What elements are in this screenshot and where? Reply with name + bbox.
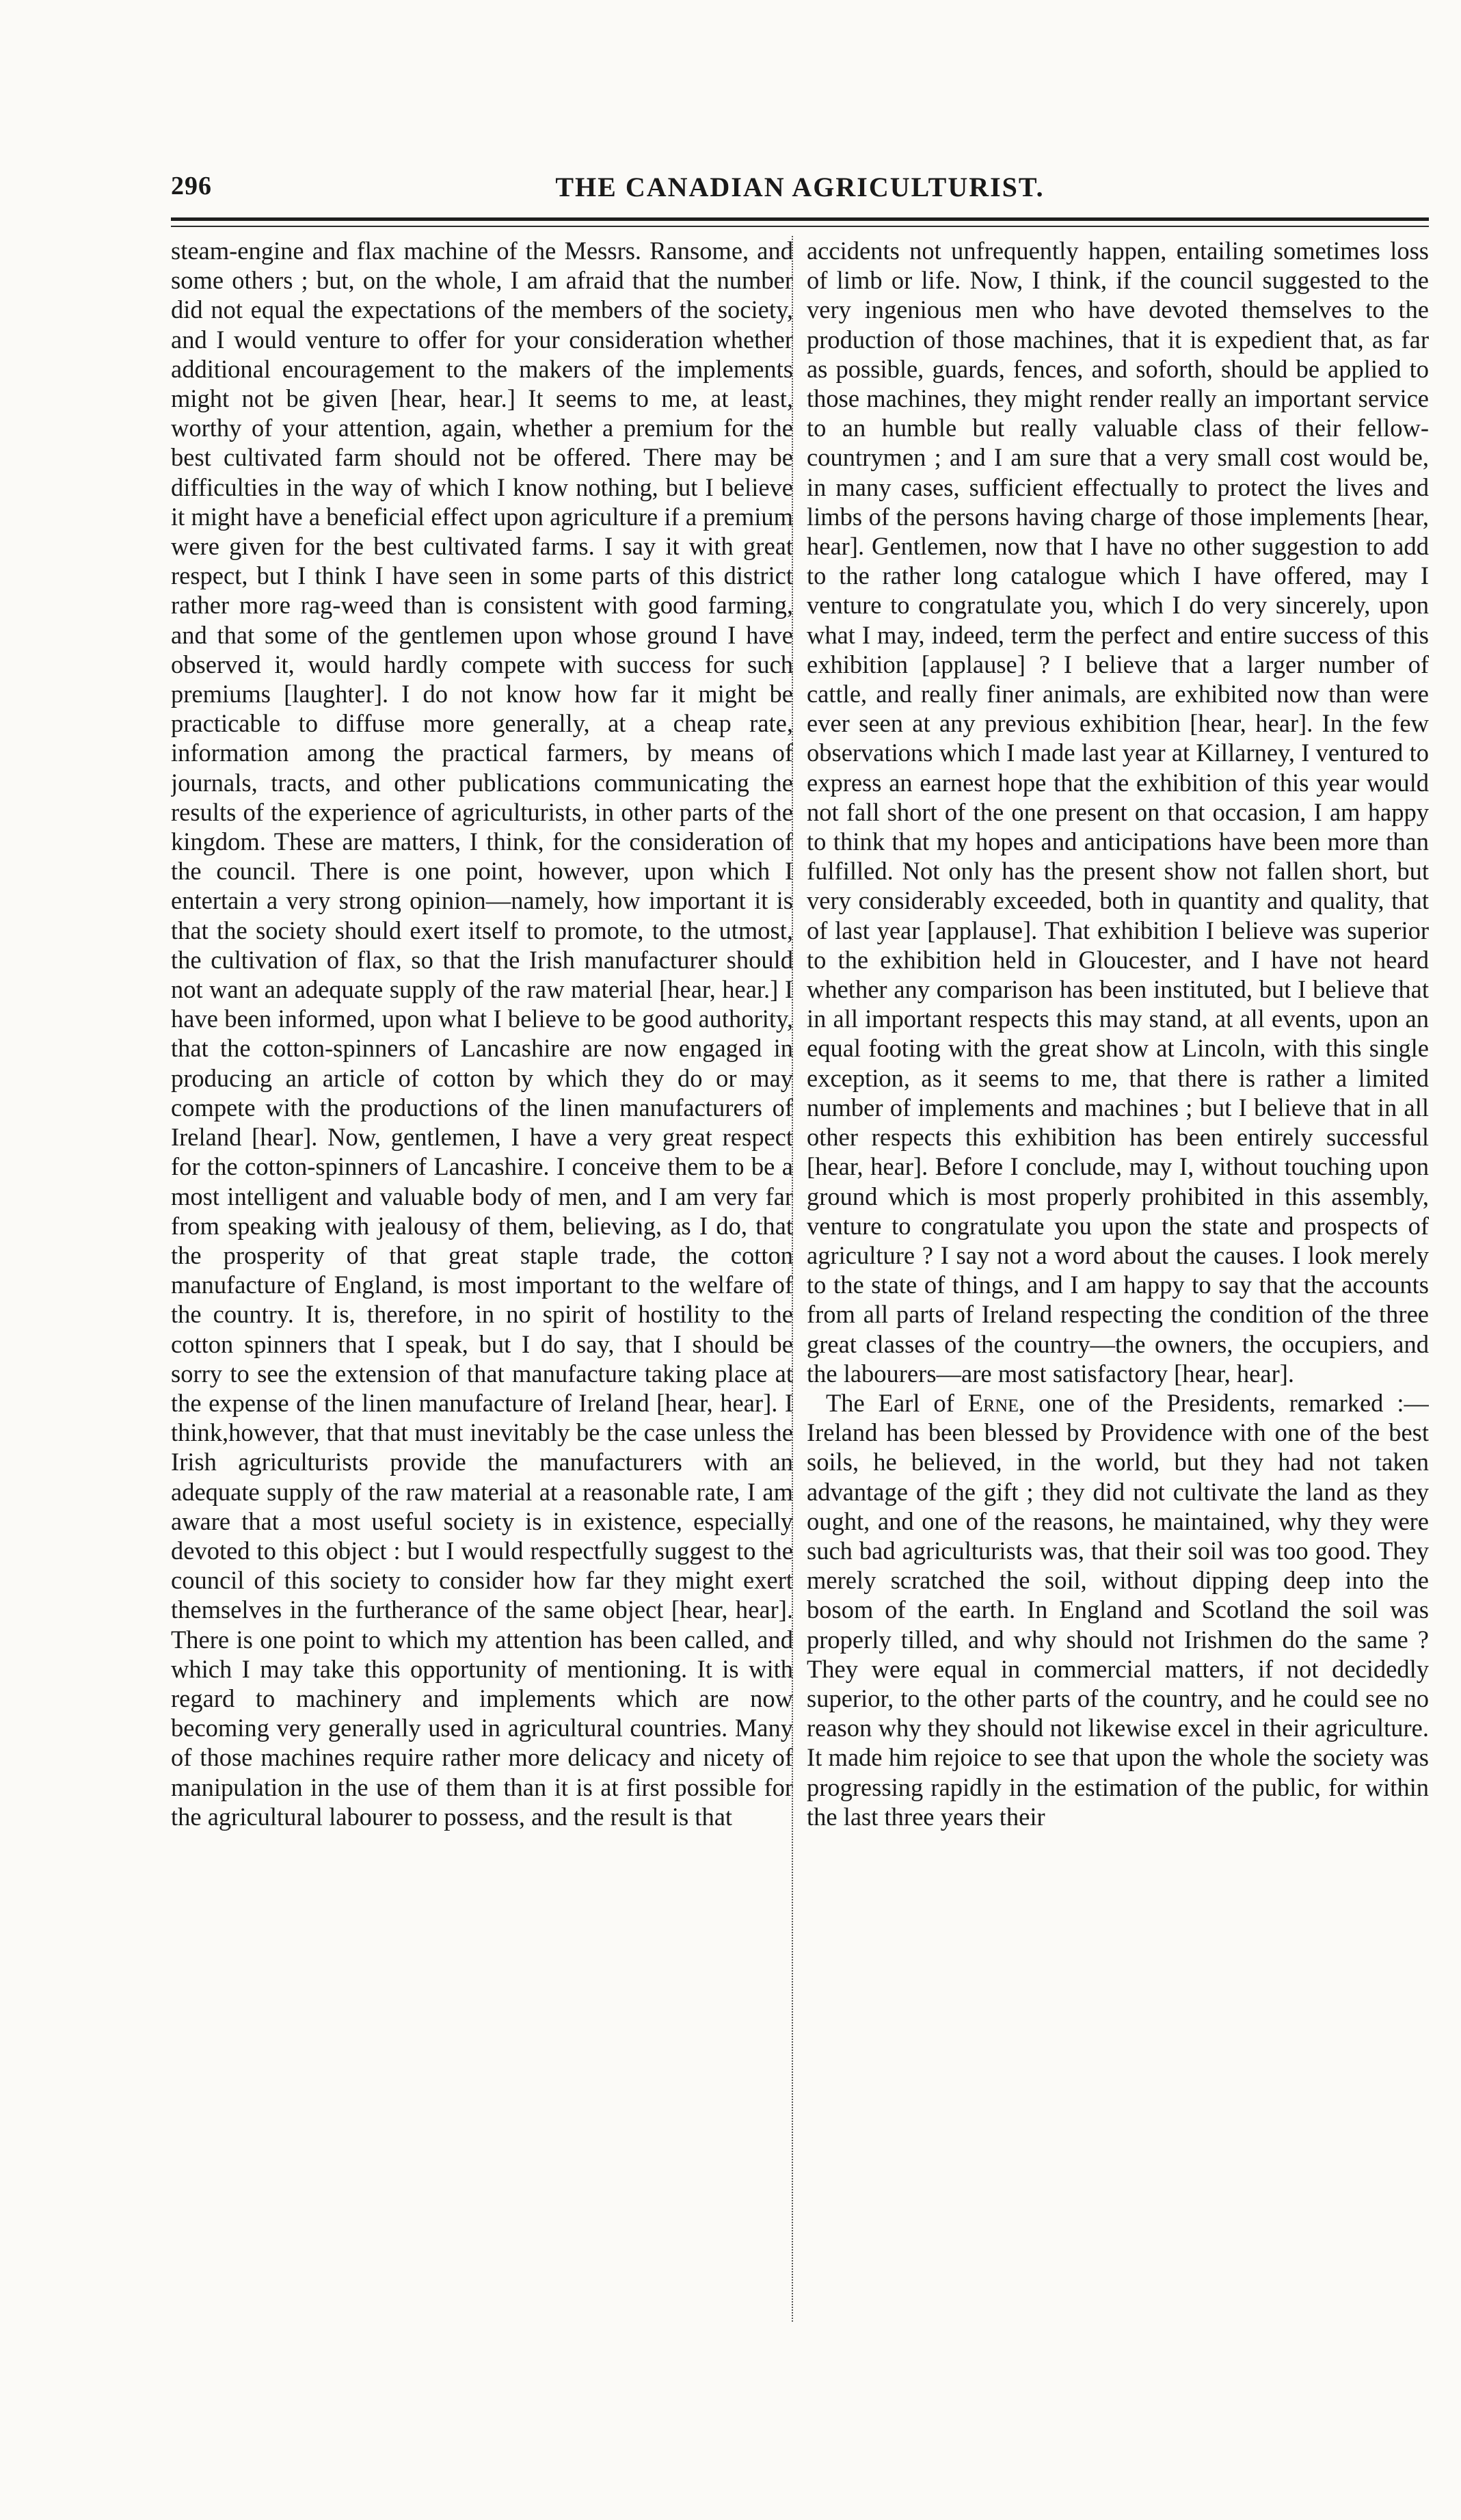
right-paragraph-2 — [807, 1388, 1429, 1831]
right-paragraph-1: accidents not unfrequently happen, entailing sometimes loss of limb or life. Now, I think, if the council suggested to the very ingenious men who have devoted themselves to the production of those machines, that it is expedient that, as far as possible, guards, fences, and soforth, should be applied to those machines, they might render really an important service to an humble but really valuable class of their fellow-countrymen ; and I am sure that a very small cost would be, in many cases, sufficient effectually to protect the lives and limbs of the persons having charge of those implements [hear, hear]. Gentlemen, now that I have no other suggestion to add to the rather long catalogue which I have offered, may I venture to congratulate you, which I do very sincerely, upon what I may, indeed, term the perfect and entire success of this exhibition [applause] ? I believe that a larger number of cattle, and really finer animals, are exhibited now than were ever seen at any previous exhibition [hear, hear]. In the few observations which I made last year at Killarney, I ventured to express an earnest hope that the exhibition of this year would not fall short of the one present on that occasion, I am happy to think that my hopes and anticipations have been more than fulfilled. Not only has the present show not fallen short, but very considerably exceeded, both in quantity and quality, that of last year [applause]. That exhibition I believe was superior to the exhibition held in Gloucester, and I have not heard whether any comparison has been instituted, but I believe that in all important respects this may stand, at all events, upon an equal footing with the great show at Lincoln, with this single exception, as it seems to me, that there is rather a limited number of implements and machines ; but I believe that in all other respects this exhibition has been entirely successful [hear, hear]. Before I conclude, may I, without touching upon ground which is most properly prohibited in this assembly, venture to congratulate you upon the state and prospects of agriculture ? I say not a word about the causes. I look merely to the state of things, and I am happy to say that the accounts from all parts of Ireland respecting the condition of the three great classes of the country—the owners, the occupiers, and the labourers—are most satisfactory [hear, hear]. — [807, 237, 1429, 1388]
page-header — [171, 171, 1429, 212]
header-rule-thick — [171, 217, 1429, 221]
left-paragraph-1: steam-engine and flax machine of the Messrs. Ransome, and some others ; but, on the whole, I am afraid that the number did not equal the expectations of the members of the society, and I would venture to offer for your consideration whether additional encouragement to the makers of the implements might not be given [hear, hear.] It seems to me, at least, worthy of your attention, again, whether a premium for the best cultivated farm should not be offered. There may be difficulties in the way of which I know nothing, but I believe it might have a beneficial effect upon agriculture if a premium were given for the best cultivated farms. I say it with great respect, but I think I have seen in some parts of this district rather more rag-weed than is consistent with good farming, and that some of the gentlemen upon whose ground I have observed it, would hardly compete with success for such premiums [laughter]. I do not know how far it might be practicable to diffuse more generally, at a cheap rate, information among the practical farmers, by means of journals, tracts, and other publications communicating the results of the experience of agriculturists, in other parts of the kingdom. These are matters, I think, for the consideration of the council. There is one point, however, upon which I entertain a very strong opinion—namely, how important it is that the society should exert itself to promote, to the utmost, the cultivation of flax, so that the Irish manufacturer should not want an adequate supply of the raw material [hear, hear.] I have been informed, upon what I believe to be good authority, that the cotton-spinners of Lancashire are now engaged in producing an article of cotton by which they do or may compete with the productions of the linen manufacturers of Ireland [hear]. Now, gentlemen, I have a very great respect for the cotton-spinners of Lancashire. I conceive them to be a most intelligent and valuable body of men, and I am very far from speaking with jealousy of them, believing, as I do, that the prosperity of that great staple trade, the cotton manufacture of England, is most important to the welfare of the country. It is, therefore, in no spirit of hostility to the cotton spinners that I speak, but I do say, that I should be sorry to see the extension of that manufacture taking place at the expense of the linen manufacture of Ireland [hear, hear]. I think,however, that that must inevitably be the case unless the Irish agriculturists provide the manufacturers with an adequate supply of the raw material at a reasonable rate, I am aware that a most useful society is in existence, especially devoted to this object : but I would respectfully suggest to the council of this society to consider how far they might exert themselves in the furtherance of the same object [hear, hear]. There is one point to which my attention has been called, and which I may take this opportunity of mentioning. It is with regard to machinery and implements which are now becoming very generally used in agricultural countries. Many of those machines require rather more delicacy and nicety of manipulation in the use of them than it is at first possible for the agricultural labourer to possess, and the result is that — [171, 237, 793, 1831]
speaker-name: Erne — [967, 1388, 1019, 1417]
paragraph-lead: The Earl of — [826, 1388, 968, 1417]
paragraph-body: , one of the Presidents, remarked :—Ireland has been blessed by Providence with one of the best soils, he believed, in the world, but they had not taken advantage of the gift ; they did not cultivate the land as they ought, and one of the reasons, he maintained, why they were such bad agriculturists was, that their soil was too good. They merely scratched the soil, without dipping deep into the bosom of the earth. In England and Scotland the soil was properly tilled, and why should not Irishmen do the same ? They were equal in commercial matters, if not decidedly superior, to the other parts of the country, and he could see no reason why they should not likewise excel in their agriculture. It made him rejoice to see that upon the whole the society was progressing rapidly in the estimation of the public, for within the last three years their — [807, 1388, 1429, 1831]
page-number: 296 — [171, 172, 212, 200]
running-title: THE CANADIAN AGRICULTURIST. — [555, 172, 1045, 202]
header-rule-thin — [171, 226, 1429, 227]
right-column — [807, 236, 1429, 2322]
left-column — [171, 236, 793, 2322]
column-divider — [792, 236, 793, 2322]
